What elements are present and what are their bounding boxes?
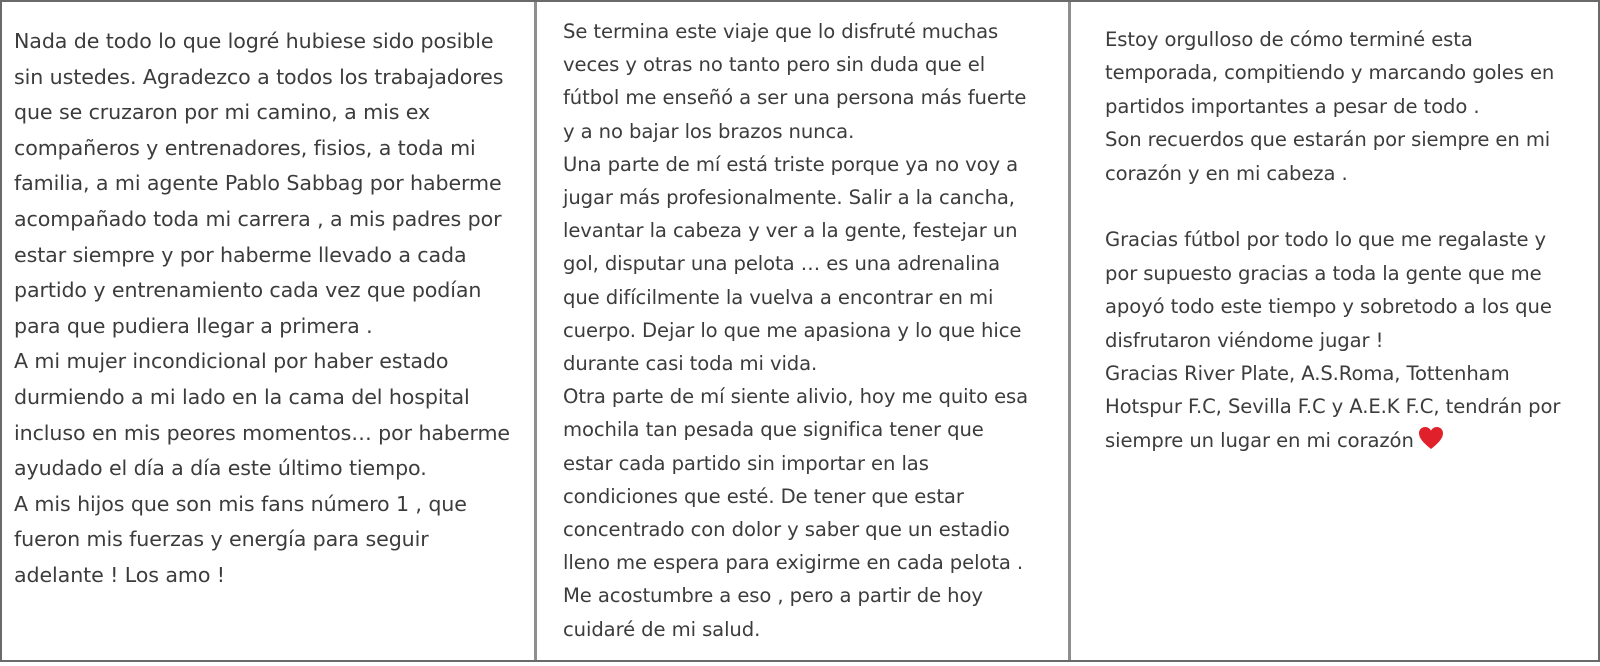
- text-line: corazón y en mi cabeza .: [1105, 161, 1348, 185]
- text-line: Estoy orgulloso de cómo terminé esta: [1105, 28, 1473, 51]
- text-line: cuidaré de mi salud.: [563, 617, 761, 641]
- text-line: partido y entrenamiento cada vez que podían: [14, 278, 482, 303]
- text-line: Gracias River Plate, A.S.Roma, Tottenham: [1105, 362, 1510, 386]
- text-line: partidos importantes a pesar de todo .: [1105, 94, 1480, 118]
- text-line: que se cruzaron por mi camino, a mis ex: [14, 100, 431, 125]
- text-line: Otra parte de mí siente alivio, hoy me quito esa: [563, 385, 1029, 409]
- text-line: estar cada partido sin importar en las: [563, 451, 929, 475]
- text-line: condiciones que esté. De tener que estar: [563, 484, 964, 508]
- text-line: levantar la cabeza y ver a la gente, festejar un: [563, 219, 1018, 243]
- text-line: para que pudiera llegar a primera .: [14, 313, 373, 338]
- text-line: familia, a mi agente Pablo Sabbag por haberme: [14, 171, 502, 196]
- text-line: que difícilmente la vuelva a encontrar en mi: [563, 285, 994, 309]
- text-line: Gracias fútbol por todo lo que me regalaste y: [1105, 228, 1547, 252]
- text-line: veces y otras no tanto pero sin duda que el: [563, 53, 986, 77]
- text-line: acompañado toda mi carrera , a mis padres por: [14, 206, 502, 231]
- text-line: mochila tan pesada que significa tener que: [563, 418, 984, 442]
- text-line: Una parte de mí está triste porque ya no voy a: [563, 152, 1019, 176]
- text-line: estar siempre y por haberme llevado a cada: [14, 242, 467, 267]
- text-line: temporada, compitiendo y marcando goles en: [1105, 61, 1555, 85]
- text-line: ayudado el día a día este último tiempo.: [14, 456, 427, 481]
- text-line: concentrado con dolor y saber que un estadio: [563, 518, 1010, 542]
- paragraph-gap: [1105, 190, 1586, 223]
- red-heart-icon: [1418, 426, 1444, 460]
- text-line: Se termina este viaje que lo disfruté muchas: [563, 20, 999, 43]
- letter-panel-2: [534, 2, 1068, 660]
- text-line: sin ustedes. Agradezco a todos los trabajadores: [14, 64, 504, 89]
- text-line: compañeros y entrenadores, fisios, a toda mi: [14, 135, 476, 160]
- text-line: fueron mis fuerzas y energía para seguir: [14, 527, 429, 552]
- text-line: A mi mujer incondicional por haber estado: [14, 349, 449, 374]
- text-line: Me acostumbre a eso , pero a partir de hoy: [563, 584, 983, 608]
- text-line: adelante ! Los amo !: [14, 562, 225, 587]
- text-line: Nada de todo lo que logré hubiese sido posible: [14, 29, 494, 53]
- text-line: A mis hijos que son mis fans número 1 , que: [14, 491, 467, 516]
- letter-panel-3: [1068, 2, 1600, 660]
- text-line: durante casi toda mi vida.: [563, 352, 818, 376]
- text-line: disfrutaron viéndome jugar !: [1105, 328, 1384, 352]
- text-line: y a no bajar los brazos nunca.: [563, 119, 855, 143]
- text-line: siempre un lugar en mi corazón: [1105, 428, 1414, 452]
- text-line-with-heart: [1105, 424, 1586, 460]
- letter-panel-1: [0, 2, 534, 660]
- text-line: Son recuerdos que estarán por siempre en mi: [1105, 128, 1551, 152]
- text-line: durmiendo a mi lado en la cama del hospital: [14, 384, 470, 409]
- text-line: jugar más profesionalmente. Salir a la cancha,: [563, 186, 1015, 210]
- text-line: cuerpo. Dejar lo que me apasiona y lo que hice: [563, 318, 1022, 342]
- text-line: Hotspur F.C, Sevilla F.C y A.E.K F.C, tendrán por: [1105, 395, 1561, 419]
- text-line: por supuesto gracias a toda la gente que me: [1105, 261, 1542, 285]
- text-line: fútbol me enseñó a ser una persona más fuerte: [563, 86, 1027, 110]
- text-line: lleno me espera para exigirme en cada pelota .: [563, 551, 1024, 575]
- text-line: gol, disputar una pelota … es una adrenalina: [563, 252, 1001, 276]
- text-line: incluso en mis peores momentos… por haberme: [14, 420, 510, 445]
- text-line: apoyó todo este tiempo y sobretodo a los que: [1105, 295, 1552, 319]
